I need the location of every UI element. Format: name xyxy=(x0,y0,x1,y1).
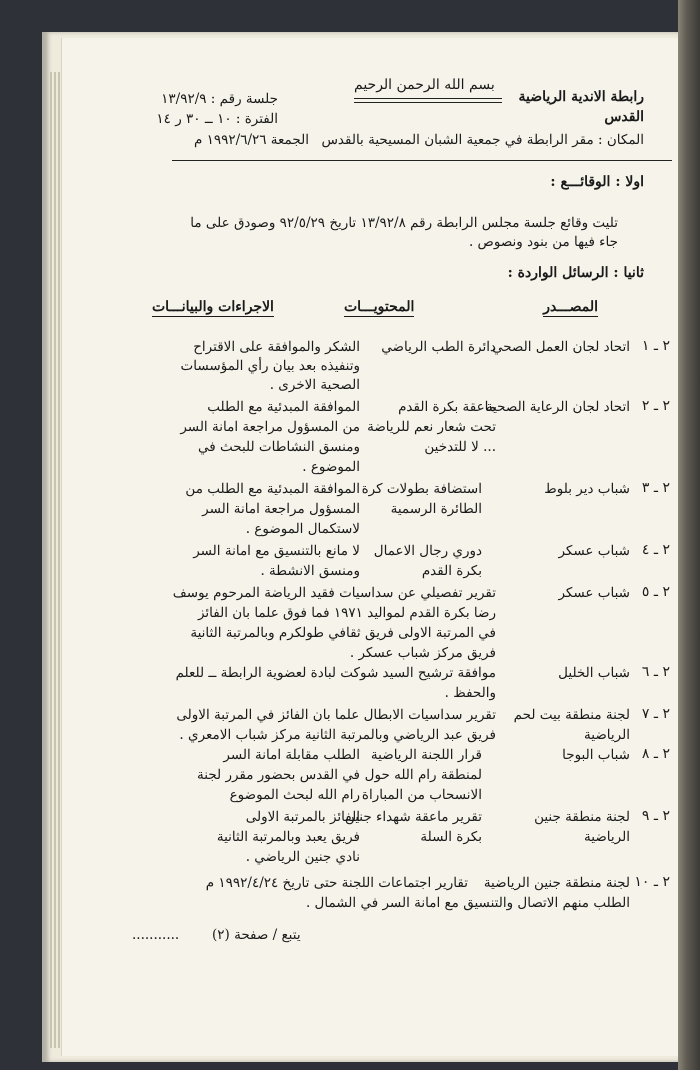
row-action: وتنفيذه بعد بيان رأي المؤسسات xyxy=(180,358,360,374)
row-full-text: تقارير اجتماعات اللجنة حتى تاريخ ١٩٩٢/٤/٢٤ م xyxy=(205,875,468,891)
row-full-text: فريق عبد الرياضي وبالمرتبة الثانية مركز شباب الامعري . xyxy=(179,727,496,743)
row-source: شباب عسكر xyxy=(558,543,630,559)
row-full-text: رضا بكرة القدم لمواليد ١٩٧١ فما فوق علما بان الفائز xyxy=(197,605,496,621)
row-source: شباب البوجا xyxy=(562,747,630,763)
row-contents: دائرة الطب الرياضي xyxy=(381,339,496,355)
column-contents: المحتويـــات xyxy=(344,299,415,315)
row-number: ٢ ـ ٣ xyxy=(641,480,670,496)
row-source: الرياضية xyxy=(584,727,630,743)
row-full-text: فريق مركز شباب عسكر . xyxy=(349,645,496,661)
row-number: ٢ ـ ٩ xyxy=(641,808,670,824)
row-action: الفائز بالمرتبة الاولى xyxy=(245,809,360,825)
row-contents: الطائرة الرسمية xyxy=(390,501,482,517)
row-action: ومنسق النشاطات للبحث في xyxy=(198,439,360,455)
row-contents: استضافة بطولات كرة xyxy=(361,481,482,497)
row-number: ٢ ـ ٧ xyxy=(641,706,670,722)
row-action: من المسؤول مراجعة امانة السر xyxy=(180,419,360,435)
row-number: ٢ ـ ٤ xyxy=(641,542,670,558)
row-full-text: موافقة ترشيح السيد شوكت لبادة لعضوية الرابطة ــ للعلم xyxy=(175,665,496,681)
org-city: القدس xyxy=(604,109,644,125)
row-action: في القدس بحضور مقرر لجنة xyxy=(197,767,360,783)
session-number: جلسة رقم : ١٣/٩٢/٩ xyxy=(161,91,278,107)
row-source: شباب الخليل xyxy=(558,665,630,681)
row-contents: بكرة السلة xyxy=(420,829,482,845)
basmala-underline xyxy=(354,98,502,103)
continue-note: يتبع / صفحة (٢) xyxy=(212,927,301,943)
row-source: لجنة منطقة جنين xyxy=(534,809,630,825)
row-contents: ... لا للتدخين xyxy=(424,439,496,455)
row-contents: بكرة القدم xyxy=(421,563,482,579)
row-contents: قرار اللجنة الرياضية xyxy=(370,747,482,763)
row-source: اتحاد لجان الرعاية الصحية xyxy=(485,399,630,415)
row-full-text: الطلب منهم الاتصال والتنسيق مع امانة السر في الشمال . xyxy=(305,895,630,911)
row-contents: تحت شعار نعم للرياضة xyxy=(367,419,496,435)
minutes-text-line2: جاء فيها من بنود ونصوص . xyxy=(468,234,618,250)
continue-dots: ........... xyxy=(132,927,180,943)
section-minutes-title: اولا : الوقائـــع : xyxy=(550,174,644,190)
row-action: الطلب مقابلة امانة السر xyxy=(223,747,360,763)
minutes-text-line1: تليت وقائع جلسة مجلس الرابطة رقم ١٣/٩٢/٨ تاريخ ٩٢/٥/٢٩ وصودق على ما xyxy=(190,215,618,231)
row-source: لجنة منطقة بيت لحم xyxy=(513,707,630,723)
meeting-date: الجمعة ١٩٩٢/٦/٢٦ م xyxy=(194,132,309,148)
row-full-text: والحفظ . xyxy=(444,685,496,701)
row-action: نادي جنين الرياضي . xyxy=(245,849,360,865)
row-action: الموضوع . xyxy=(302,459,360,475)
row-contents: لمنطقة رام الله حول xyxy=(364,767,482,783)
row-number: ٢ ـ ٥ xyxy=(641,584,670,600)
row-source: الرياضية xyxy=(584,829,630,845)
row-action: لاستكمال الموضوع . xyxy=(245,521,360,537)
row-contents: ماعقة بكرة القدم xyxy=(398,399,496,415)
row-action: الموافقة المبدئية مع الطلب xyxy=(207,399,360,415)
row-contents: دوري رجال الاعمال xyxy=(373,543,482,559)
row-full-text: تقرير تفصيلي عن سداسيات فقيد الرياضة المرحوم يوسف xyxy=(172,585,496,601)
row-number: ٢ ـ ٦ xyxy=(641,664,670,680)
row-action: ومنسق الانشطة . xyxy=(260,563,360,579)
row-action: الصحية الاخرى . xyxy=(269,377,360,393)
row-source: لجنة منطقة جنين الرياضية xyxy=(483,875,630,891)
row-action: فريق يعبد وبالمرتبة الثانية xyxy=(216,829,360,845)
basmala: بسم الله الرحمن الرحيم xyxy=(354,77,495,93)
meeting-place: المكان : مقر الرابطة في جمعية الشبان المسيحية بالقدس xyxy=(321,132,644,148)
row-contents: تقرير ماعقة شهداء جنين xyxy=(344,809,482,825)
section-letters-title: ثانيا : الرسائل الواردة : xyxy=(507,265,644,281)
row-number: ٢ ـ ١٠ xyxy=(634,874,670,890)
header-divider xyxy=(172,160,672,161)
column-actions: الاجراءات والبيانـــات xyxy=(152,299,274,315)
row-source: شباب عسكر xyxy=(558,585,630,601)
row-full-text: تقرير سداسيات الابطال علما بان الفائز في المرتبة الاولى xyxy=(176,707,496,723)
row-action: الشكر والموافقة على الاقتراح xyxy=(193,339,360,355)
row-source: اتحاد لجان العمل الصحي xyxy=(491,339,630,355)
row-full-text: في المرتبة الاولى فريق ثقافي طولكرم وبالمرتبة الثانية xyxy=(190,625,496,641)
row-action: رام الله لبحث الموضوع xyxy=(229,787,360,803)
row-contents: الانسحاب من المباراة xyxy=(361,787,482,803)
row-action: لا مانع بالتنسيق مع امانة السر xyxy=(193,543,360,559)
session-period: الفترة : ١٠ ــ ٣٠ ر ١٤ xyxy=(156,111,278,127)
row-action: الموافقة المبدئية مع الطلب من xyxy=(185,481,360,497)
row-number: ٢ ـ ٨ xyxy=(641,746,670,762)
document-page xyxy=(62,38,678,1056)
row-action: المسؤول مراجعة امانة السر xyxy=(202,501,360,517)
org-name: رابطة الاندية الرياضية xyxy=(518,89,644,105)
binder-edge xyxy=(678,0,700,1070)
row-number: ٢ ـ ٢ xyxy=(641,398,670,414)
row-source: شباب دير بلوط xyxy=(544,481,630,497)
column-source: المصـــدر xyxy=(543,299,598,315)
row-number: ٢ ـ ١ xyxy=(641,338,670,354)
